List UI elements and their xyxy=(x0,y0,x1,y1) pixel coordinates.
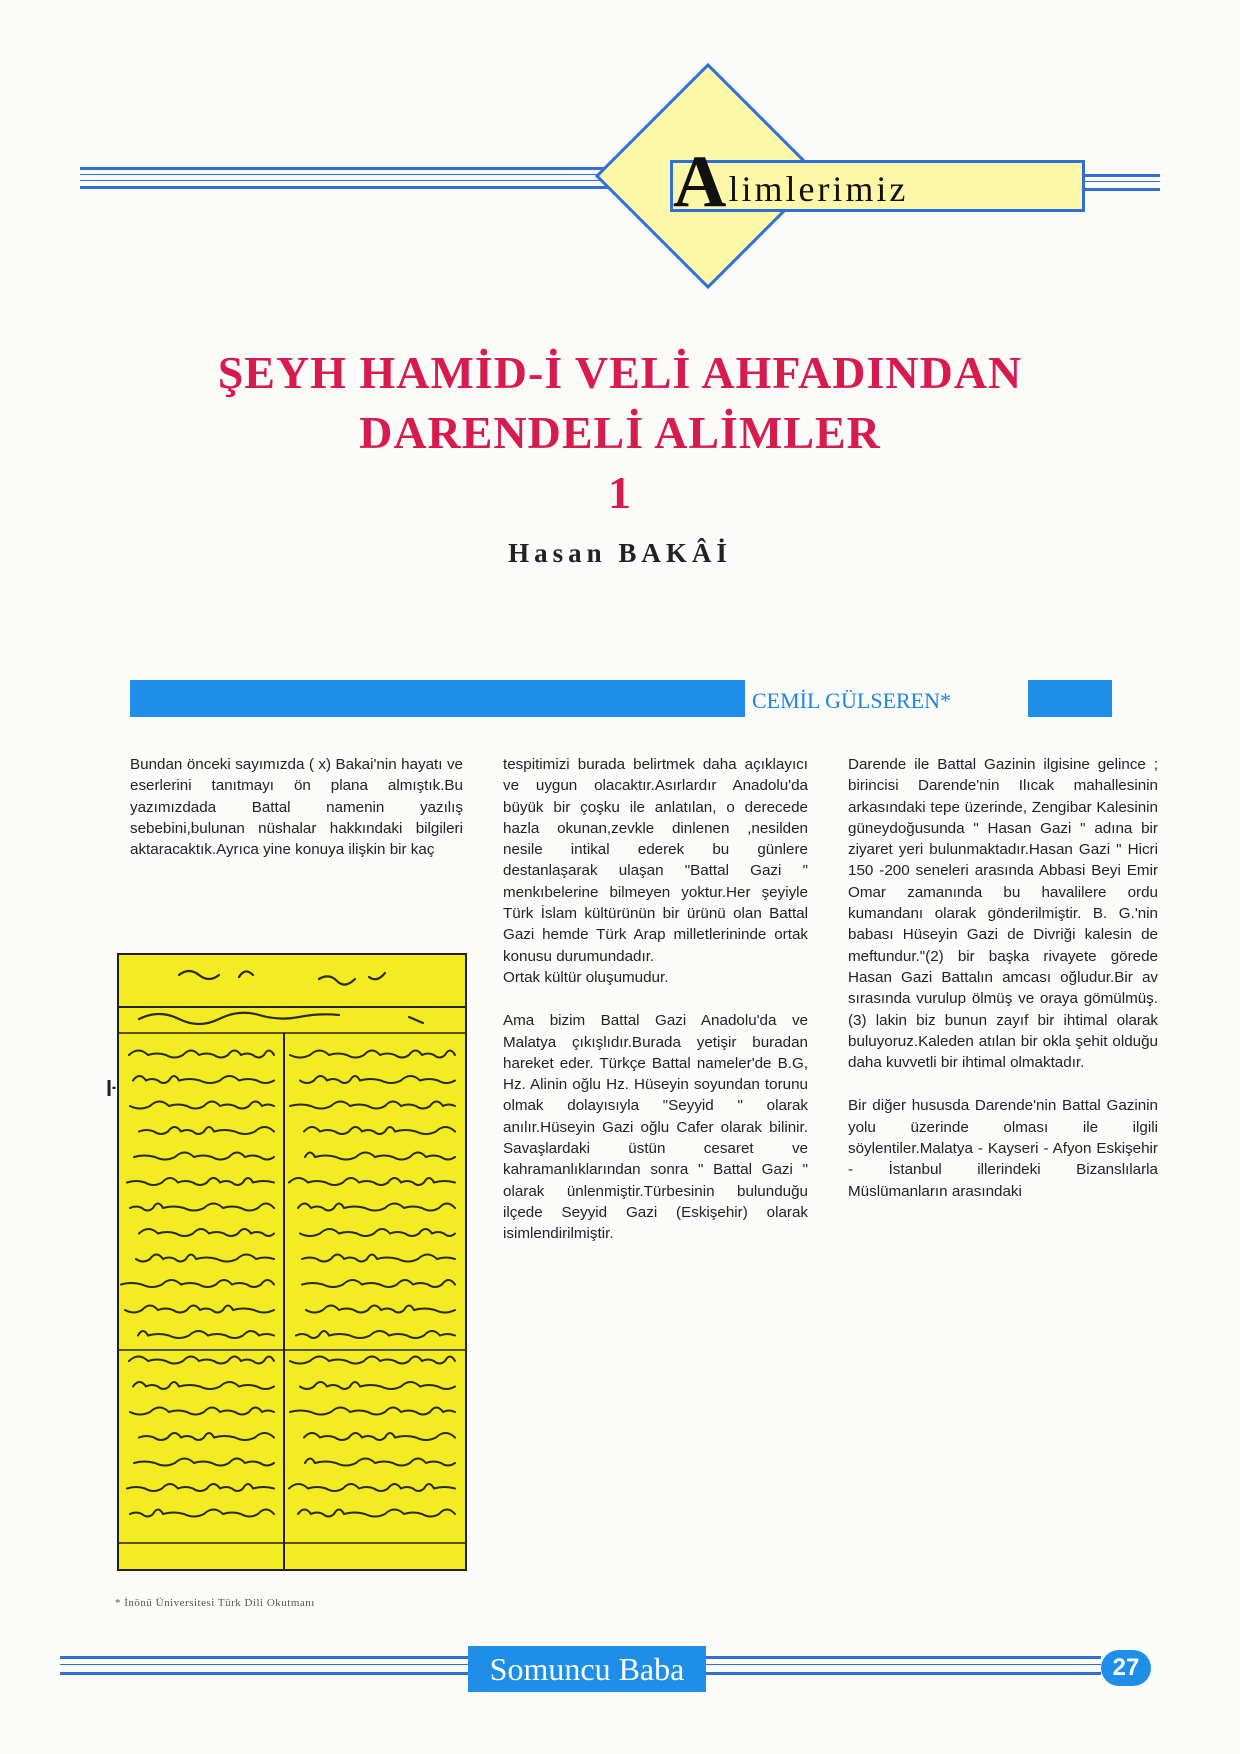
paragraph: Ortak kültür oluşumudur. xyxy=(503,968,669,986)
manuscript-script-line xyxy=(290,1357,455,1364)
manuscript-script-line xyxy=(125,1306,274,1313)
manuscript-script-line xyxy=(289,1178,455,1185)
manuscript-script-line xyxy=(290,1102,455,1109)
text-column-1 xyxy=(130,754,463,860)
manuscript-script-line xyxy=(121,1280,274,1287)
manuscript-script-line xyxy=(130,1408,274,1415)
manuscript-script-line xyxy=(300,1229,455,1236)
manuscript-script-line xyxy=(305,1459,455,1466)
manuscript-script-line xyxy=(304,1127,455,1134)
footer-rule-right-2 xyxy=(706,1664,1101,1665)
section-rule-left-1 xyxy=(80,167,640,170)
article-title-line-1: ŞEYH HAMİD-İ VELİ AHFADINDAN xyxy=(217,347,1023,398)
manuscript-script-line xyxy=(298,1204,455,1211)
paragraph: Ama bizim Battal Gazi Anadolu'da ve Malatya çıkışlıdır.Burada yetişir buradan hareket eder. Türkçe Battal nameler'de B.G, Hz. Alinin oğlu Hz. Hüseyin soyundan torunu olmak dolayısıyla "Seyyid " olarak anılır.Hüseyin Gazi oğlu Cafer olarak bilinir. Savaşlardaki üstün cesaret ve kahramanlıklarından sonra " Battal Gazi " olarak ünlenmiştir.Türbesinin bulunduğu ilçede Seyyid Gazi (Eskişehir) olarak isimlendirilmiştir. xyxy=(503,1012,808,1243)
manuscript-script-line xyxy=(130,1204,274,1211)
section-rule-right-3 xyxy=(1085,188,1160,191)
footer-rule-left-1 xyxy=(60,1656,470,1659)
byline-author: CEMİL GÜLSEREN* xyxy=(752,688,952,713)
footer-brand: Somuncu Baba xyxy=(468,1646,706,1692)
manuscript-script-line xyxy=(134,1153,274,1160)
manuscript-script-line xyxy=(139,1127,274,1134)
footer-rule-right-3 xyxy=(706,1672,1101,1675)
paragraph: Bir diğer hususda Darende'nin Battal Gazinin yolu üzerinde olması ile ilgili söylentiler.Malatya - Kayseri - Afyon Eskişehir - İstanbul illerindeki Bizanslılarla Müslümanların arasındaki xyxy=(848,1097,1158,1200)
manuscript-script-line xyxy=(139,1433,274,1440)
manuscript-script-line xyxy=(304,1433,455,1440)
manuscript-script-line xyxy=(298,1510,455,1517)
text-column-2 xyxy=(503,754,808,1245)
section-label xyxy=(670,141,1085,223)
section-rule-left-4 xyxy=(80,186,640,189)
manuscript-script-line xyxy=(306,1306,455,1313)
section-rule-left-2 xyxy=(80,174,640,175)
byline-bar-left xyxy=(130,680,745,717)
section-initial: A xyxy=(673,141,727,223)
footer-rule-right-1 xyxy=(706,1656,1101,1659)
manuscript-script-line xyxy=(290,1408,455,1415)
footnote: * İnönü Üniversitesi Türk Dili Okutmanı xyxy=(115,1597,315,1609)
article-author: Hasan BAKÂİ xyxy=(508,538,732,568)
manuscript-script-line xyxy=(129,1357,274,1364)
manuscript-script-line xyxy=(127,1178,274,1185)
article-title-line-3: 1 xyxy=(608,467,632,518)
section-rule-right-1 xyxy=(1085,174,1160,177)
manuscript-script-line xyxy=(134,1459,274,1466)
section-title-rest: limlerimiz xyxy=(728,169,909,209)
article-title-line-2: DARENDELİ ALİMLER xyxy=(359,407,881,458)
manuscript-script-line xyxy=(139,1229,274,1236)
manuscript-script-line xyxy=(302,1255,455,1262)
manuscript-script-line xyxy=(302,1280,455,1287)
footer-rule-left-2 xyxy=(60,1664,470,1665)
manuscript-script-line xyxy=(300,1382,455,1389)
paragraph: Darende ile Battal Gazinin ilgisine gelince ; birincisi Darende'nin Ilıcak mahallesinin arkasındaki tepe üzerinde, Zengibar Kalesinin güneydoğusunda " Hasan Gazi " adına bir ziyaret yeri bulunmaktadır.Hasan Gazi " Hicri 150 -200 seneleri arasında Abbasi Beyi Emir Omar zamanında bu havalilere ordu kumandanı olarak gönderilmiştir. B. G.'nin babası Hüseyin Gazi de Divriği kalesin de meftundur."(2) bir başka rivayete görede Hasan Gazi Battalın amcası oğludur.Bir av sırasında vurulup ölmüş ve oraya gömülmüş.(3) lakin biz bunun zayıf bir ihtimal olarak buluyoruz.Kaleden atılan bir okla şehit olduğu daha kuvvetli bir ihtimal olmaktadır. xyxy=(848,756,1158,1072)
section-rule-right-2 xyxy=(1085,181,1160,182)
paragraph: tespitimizi burada belirtmek daha açıklayıcı ve uygun olacaktır.Asırlardır Anadolu'da büyük bir çoşku ile anlatılan, o derecede hazla okunan,zevkle dinlenen ,nesilden nesile intikal ederek bu günlere destanlaşarak ulaşan "Battal Gazi " menkıbelerine bilmeyen yoktur.Her şeyiyle Türk İslam kültürünün bir ürünü olan Battal Gazi hemde Türk Arap milletlerininde ortak konusu durumundadır. xyxy=(503,756,808,965)
manuscript-image xyxy=(117,953,467,1571)
manuscript-script-line xyxy=(290,1051,455,1058)
manuscript-script-line xyxy=(305,1153,455,1160)
manuscript-script-line xyxy=(129,1051,274,1058)
margin-mark: ŀ xyxy=(106,1076,117,1101)
manuscript-script-line xyxy=(289,1484,455,1491)
page-number: 27 xyxy=(1101,1650,1151,1686)
manuscript-script-line xyxy=(133,1382,274,1389)
manuscript-script-line xyxy=(133,1076,274,1083)
section-rule-left-3 xyxy=(80,180,640,181)
footer-rule-left-3 xyxy=(60,1672,470,1675)
manuscript-script-line xyxy=(296,1331,455,1338)
manuscript-script-line xyxy=(130,1510,274,1517)
manuscript-script-line xyxy=(138,1331,274,1338)
paragraph: Bundan önceki sayımızda ( x) Bakai'nin hayatı ve eserlerini tanıtmayı ön plana almıştık.Bu yazımızdada Battal namenin yazılış sebebini,bulunan nüshalar hakkındaki bilgileri aktaracaktık.Ayrıca yine konuya ilişkin bir kaç xyxy=(130,756,463,859)
byline-bar-right xyxy=(1028,680,1112,717)
manuscript-script-line xyxy=(300,1076,455,1083)
text-column-3 xyxy=(848,754,1158,1202)
manuscript-script-line xyxy=(130,1102,274,1109)
manuscript-script-line xyxy=(136,1255,274,1262)
manuscript-script-line xyxy=(127,1484,274,1491)
